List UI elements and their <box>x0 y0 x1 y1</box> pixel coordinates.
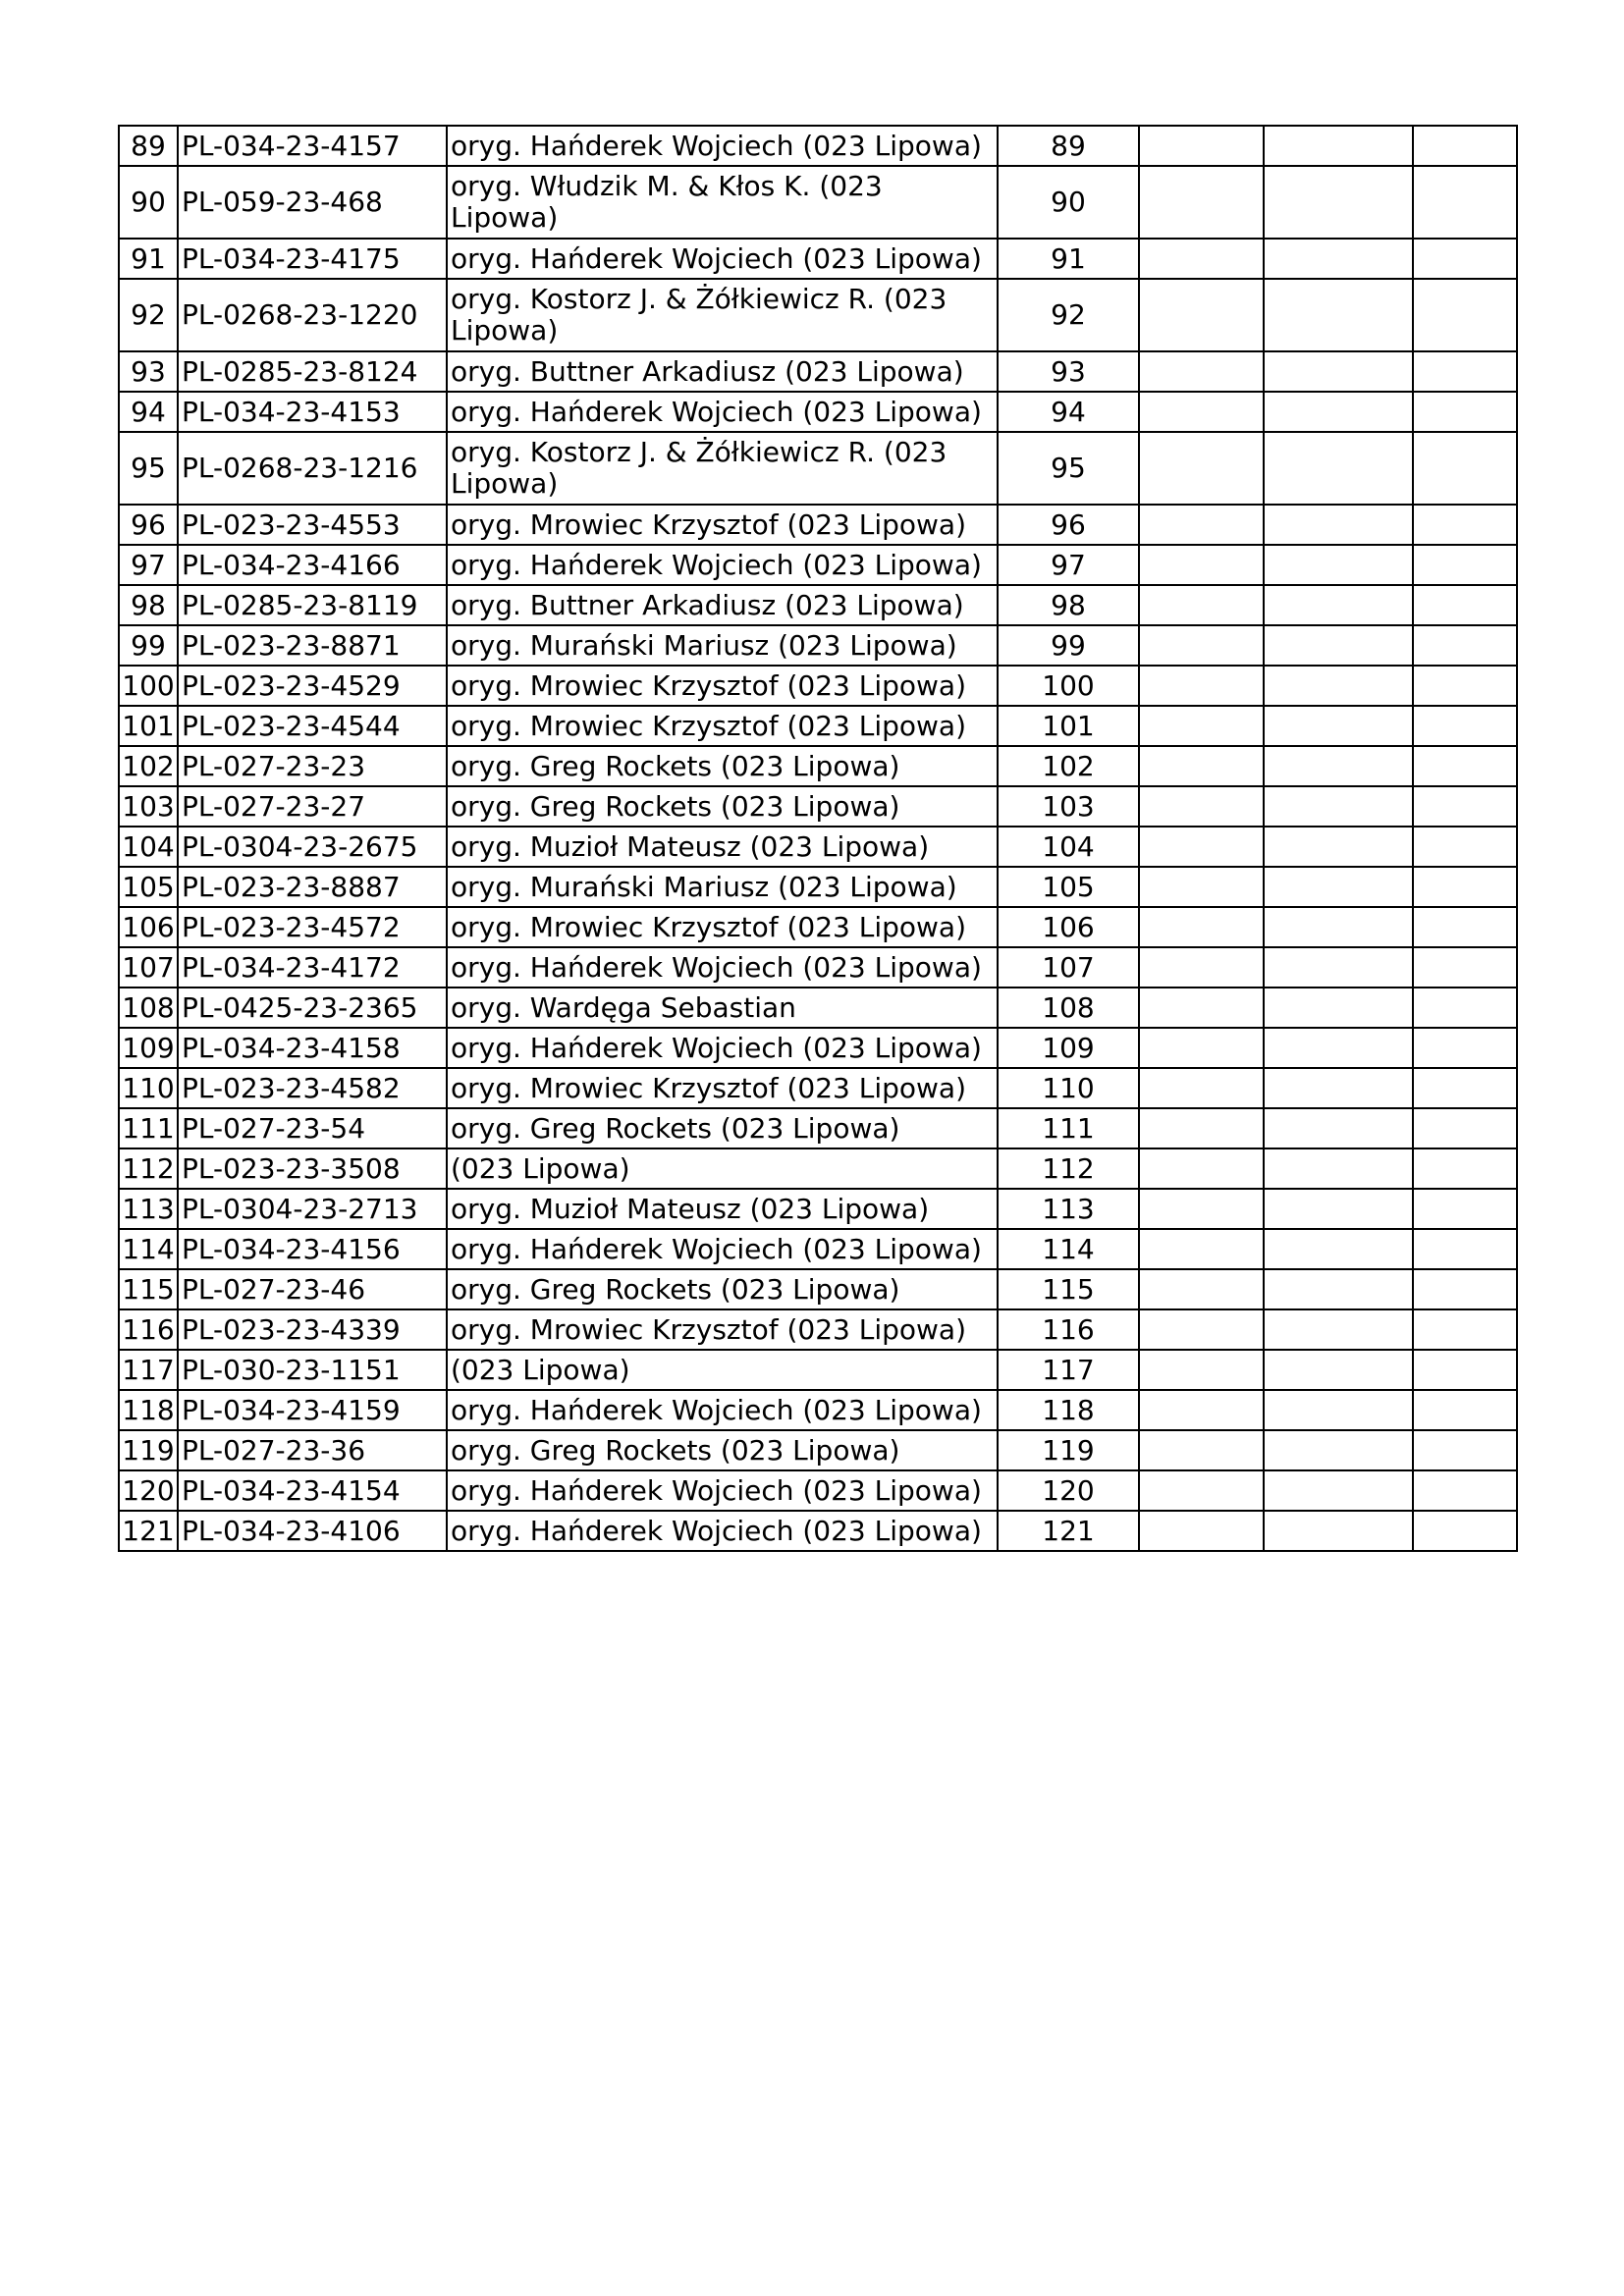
empty-cell-c <box>1413 867 1517 907</box>
position-cell: 118 <box>998 1390 1139 1430</box>
empty-cell-b <box>1264 1028 1413 1068</box>
empty-cell-c <box>1413 1390 1517 1430</box>
row-number-cell: 94 <box>119 392 178 432</box>
empty-cell-b <box>1264 827 1413 867</box>
position-cell: 89 <box>998 126 1139 166</box>
empty-cell-c <box>1413 907 1517 947</box>
ring-id-cell: PL-0304-23-2675 <box>178 827 447 867</box>
empty-cell-a <box>1139 786 1264 827</box>
ring-id-cell: PL-023-23-8871 <box>178 625 447 666</box>
table-row <box>119 432 1517 505</box>
empty-cell-b <box>1264 239 1413 279</box>
empty-cell-b <box>1264 126 1413 166</box>
empty-cell-c <box>1413 392 1517 432</box>
position-cell: 114 <box>998 1229 1139 1269</box>
description-cell: oryg. Greg Rockets (023 Lipowa) <box>447 1430 998 1470</box>
position-cell: 101 <box>998 706 1139 746</box>
empty-cell-a <box>1139 988 1264 1028</box>
empty-cell-b <box>1264 746 1413 786</box>
description-cell: oryg. Buttner Arkadiusz (023 Lipowa) <box>447 585 998 625</box>
row-number-cell: 99 <box>119 625 178 666</box>
empty-cell-c <box>1413 351 1517 392</box>
empty-cell-a <box>1139 166 1264 239</box>
table-row <box>119 1390 1517 1430</box>
empty-cell-a <box>1139 746 1264 786</box>
table-row <box>119 392 1517 432</box>
empty-cell-b <box>1264 706 1413 746</box>
empty-cell-a <box>1139 1189 1264 1229</box>
table-row <box>119 1269 1517 1309</box>
empty-cell-b <box>1264 625 1413 666</box>
ring-id-cell: PL-023-23-4544 <box>178 706 447 746</box>
empty-cell-c <box>1413 1269 1517 1309</box>
table-row <box>119 1108 1517 1148</box>
table-row <box>119 1229 1517 1269</box>
row-number-cell: 105 <box>119 867 178 907</box>
ring-id-cell: PL-027-23-46 <box>178 1269 447 1309</box>
empty-cell-a <box>1139 585 1264 625</box>
empty-cell-a <box>1139 1511 1264 1551</box>
description-cell: oryg. Hańderek Wojciech (023 Lipowa) <box>447 947 998 988</box>
table-row <box>119 786 1517 827</box>
ring-id-cell: PL-023-23-4339 <box>178 1309 447 1350</box>
empty-cell-b <box>1264 545 1413 585</box>
description-cell: oryg. Mrowiec Krzysztof (023 Lipowa) <box>447 907 998 947</box>
row-number-cell: 104 <box>119 827 178 867</box>
row-number-cell: 114 <box>119 1229 178 1269</box>
ring-id-cell: PL-0268-23-1216 <box>178 432 447 505</box>
empty-cell-c <box>1413 1309 1517 1350</box>
row-number-cell: 118 <box>119 1390 178 1430</box>
empty-cell-a <box>1139 1470 1264 1511</box>
empty-cell-c <box>1413 827 1517 867</box>
description-cell: oryg. Hańderek Wojciech (023 Lipowa) <box>447 392 998 432</box>
empty-cell-b <box>1264 505 1413 545</box>
table-row <box>119 351 1517 392</box>
ring-id-cell: PL-0285-23-8124 <box>178 351 447 392</box>
position-cell: 115 <box>998 1269 1139 1309</box>
position-cell: 102 <box>998 746 1139 786</box>
description-cell: oryg. Greg Rockets (023 Lipowa) <box>447 746 998 786</box>
empty-cell-a <box>1139 1108 1264 1148</box>
ring-id-cell: PL-030-23-1151 <box>178 1350 447 1390</box>
empty-cell-c <box>1413 1511 1517 1551</box>
description-cell: oryg. Wardęga Sebastian <box>447 988 998 1028</box>
row-number-cell: 101 <box>119 706 178 746</box>
position-cell: 119 <box>998 1430 1139 1470</box>
ring-id-cell: PL-034-23-4106 <box>178 1511 447 1551</box>
row-number-cell: 117 <box>119 1350 178 1390</box>
position-cell: 94 <box>998 392 1139 432</box>
row-number-cell: 107 <box>119 947 178 988</box>
description-cell: oryg. Hańderek Wojciech (023 Lipowa) <box>447 239 998 279</box>
ring-id-cell: PL-0425-23-2365 <box>178 988 447 1028</box>
table-row <box>119 545 1517 585</box>
ring-id-cell: PL-034-23-4153 <box>178 392 447 432</box>
position-cell: 105 <box>998 867 1139 907</box>
position-cell: 110 <box>998 1068 1139 1108</box>
ring-id-cell: PL-027-23-27 <box>178 786 447 827</box>
empty-cell-c <box>1413 666 1517 706</box>
empty-cell-c <box>1413 1430 1517 1470</box>
empty-cell-b <box>1264 666 1413 706</box>
empty-cell-c <box>1413 988 1517 1028</box>
row-number-cell: 98 <box>119 585 178 625</box>
ring-id-cell: PL-027-23-36 <box>178 1430 447 1470</box>
ring-id-cell: PL-027-23-23 <box>178 746 447 786</box>
description-cell: (023 Lipowa) <box>447 1350 998 1390</box>
position-cell: 117 <box>998 1350 1139 1390</box>
description-cell: oryg. Greg Rockets (023 Lipowa) <box>447 786 998 827</box>
table-row <box>119 947 1517 988</box>
position-cell: 104 <box>998 827 1139 867</box>
position-cell: 121 <box>998 1511 1139 1551</box>
empty-cell-a <box>1139 1309 1264 1350</box>
position-cell: 108 <box>998 988 1139 1028</box>
position-cell: 91 <box>998 239 1139 279</box>
position-cell: 113 <box>998 1189 1139 1229</box>
empty-cell-b <box>1264 585 1413 625</box>
row-number-cell: 112 <box>119 1148 178 1189</box>
empty-cell-a <box>1139 1068 1264 1108</box>
empty-cell-c <box>1413 585 1517 625</box>
empty-cell-c <box>1413 1229 1517 1269</box>
row-number-cell: 110 <box>119 1068 178 1108</box>
empty-cell-b <box>1264 1390 1413 1430</box>
table-row <box>119 1148 1517 1189</box>
description-cell: oryg. Kostorz J. & Żółkiewicz R. (023 Lipowa) <box>447 279 998 351</box>
row-number-cell: 100 <box>119 666 178 706</box>
empty-cell-b <box>1264 1269 1413 1309</box>
empty-cell-a <box>1139 1148 1264 1189</box>
empty-cell-b <box>1264 351 1413 392</box>
table-row <box>119 1068 1517 1108</box>
empty-cell-c <box>1413 166 1517 239</box>
empty-cell-c <box>1413 1470 1517 1511</box>
description-cell: oryg. Hańderek Wojciech (023 Lipowa) <box>447 126 998 166</box>
ring-id-cell: PL-034-23-4156 <box>178 1229 447 1269</box>
ring-id-cell: PL-034-23-4158 <box>178 1028 447 1068</box>
position-cell: 111 <box>998 1108 1139 1148</box>
empty-cell-a <box>1139 1269 1264 1309</box>
row-number-cell: 89 <box>119 126 178 166</box>
empty-cell-b <box>1264 1470 1413 1511</box>
row-number-cell: 90 <box>119 166 178 239</box>
row-number-cell: 121 <box>119 1511 178 1551</box>
empty-cell-a <box>1139 706 1264 746</box>
empty-cell-a <box>1139 126 1264 166</box>
ring-id-cell: PL-023-23-4572 <box>178 907 447 947</box>
empty-cell-a <box>1139 947 1264 988</box>
empty-cell-b <box>1264 432 1413 505</box>
table-row <box>119 1430 1517 1470</box>
position-cell: 97 <box>998 545 1139 585</box>
row-number-cell: 96 <box>119 505 178 545</box>
row-number-cell: 108 <box>119 988 178 1028</box>
ring-id-cell: PL-0268-23-1220 <box>178 279 447 351</box>
ring-id-cell: PL-023-23-3508 <box>178 1148 447 1189</box>
description-cell: oryg. Mrowiec Krzysztof (023 Lipowa) <box>447 505 998 545</box>
ring-id-cell: PL-023-23-8887 <box>178 867 447 907</box>
description-cell: oryg. Muzioł Mateusz (023 Lipowa) <box>447 827 998 867</box>
position-cell: 96 <box>998 505 1139 545</box>
position-cell: 107 <box>998 947 1139 988</box>
empty-cell-a <box>1139 1430 1264 1470</box>
empty-cell-b <box>1264 907 1413 947</box>
description-cell: oryg. Greg Rockets (023 Lipowa) <box>447 1269 998 1309</box>
table-row <box>119 1470 1517 1511</box>
ring-id-cell: PL-027-23-54 <box>178 1108 447 1148</box>
empty-cell-b <box>1264 867 1413 907</box>
empty-cell-c <box>1413 279 1517 351</box>
description-cell: oryg. Murański Mariusz (023 Lipowa) <box>447 625 998 666</box>
ring-id-cell: PL-034-23-4157 <box>178 126 447 166</box>
empty-cell-a <box>1139 239 1264 279</box>
empty-cell-b <box>1264 988 1413 1028</box>
empty-cell-b <box>1264 392 1413 432</box>
empty-cell-b <box>1264 1309 1413 1350</box>
row-number-cell: 106 <box>119 907 178 947</box>
table-row <box>119 279 1517 351</box>
table-row <box>119 1028 1517 1068</box>
empty-cell-a <box>1139 1390 1264 1430</box>
empty-cell-c <box>1413 786 1517 827</box>
description-cell: oryg. Buttner Arkadiusz (023 Lipowa) <box>447 351 998 392</box>
description-cell: oryg. Mrowiec Krzysztof (023 Lipowa) <box>447 1309 998 1350</box>
empty-cell-b <box>1264 279 1413 351</box>
position-cell: 95 <box>998 432 1139 505</box>
empty-cell-a <box>1139 392 1264 432</box>
ring-id-cell: PL-034-23-4172 <box>178 947 447 988</box>
row-number-cell: 119 <box>119 1430 178 1470</box>
position-cell: 103 <box>998 786 1139 827</box>
empty-cell-b <box>1264 1189 1413 1229</box>
description-cell: oryg. Muzioł Mateusz (023 Lipowa) <box>447 1189 998 1229</box>
table-row <box>119 126 1517 166</box>
table-row <box>119 988 1517 1028</box>
position-cell: 100 <box>998 666 1139 706</box>
results-body <box>119 126 1517 1551</box>
position-cell: 92 <box>998 279 1139 351</box>
table-row <box>119 706 1517 746</box>
table-row <box>119 666 1517 706</box>
empty-cell-c <box>1413 1068 1517 1108</box>
description-cell: oryg. Hańderek Wojciech (023 Lipowa) <box>447 1390 998 1430</box>
position-cell: 106 <box>998 907 1139 947</box>
position-cell: 90 <box>998 166 1139 239</box>
empty-cell-c <box>1413 545 1517 585</box>
row-number-cell: 116 <box>119 1309 178 1350</box>
table-row <box>119 746 1517 786</box>
empty-cell-b <box>1264 947 1413 988</box>
description-cell: oryg. Hańderek Wojciech (023 Lipowa) <box>447 1470 998 1511</box>
empty-cell-a <box>1139 545 1264 585</box>
ring-id-cell: PL-023-23-4582 <box>178 1068 447 1108</box>
table-row <box>119 166 1517 239</box>
empty-cell-a <box>1139 827 1264 867</box>
row-number-cell: 109 <box>119 1028 178 1068</box>
results-table <box>118 125 1518 1552</box>
description-cell: oryg. Włudzik M. & Kłos K. (023 Lipowa) <box>447 166 998 239</box>
ring-id-cell: PL-0304-23-2713 <box>178 1189 447 1229</box>
ring-id-cell: PL-034-23-4154 <box>178 1470 447 1511</box>
description-cell: oryg. Hańderek Wojciech (023 Lipowa) <box>447 545 998 585</box>
description-cell: oryg. Hańderek Wojciech (023 Lipowa) <box>447 1028 998 1068</box>
description-cell: (023 Lipowa) <box>447 1148 998 1189</box>
table-row <box>119 1189 1517 1229</box>
empty-cell-c <box>1413 746 1517 786</box>
empty-cell-b <box>1264 1511 1413 1551</box>
empty-cell-a <box>1139 1028 1264 1068</box>
ring-id-cell: PL-059-23-468 <box>178 166 447 239</box>
ring-id-cell: PL-023-23-4553 <box>178 505 447 545</box>
empty-cell-b <box>1264 1148 1413 1189</box>
empty-cell-a <box>1139 1350 1264 1390</box>
table-row <box>119 1350 1517 1390</box>
row-number-cell: 95 <box>119 432 178 505</box>
position-cell: 116 <box>998 1309 1139 1350</box>
row-number-cell: 97 <box>119 545 178 585</box>
description-cell: oryg. Hańderek Wojciech (023 Lipowa) <box>447 1229 998 1269</box>
empty-cell-c <box>1413 706 1517 746</box>
table-row <box>119 1309 1517 1350</box>
empty-cell-a <box>1139 1229 1264 1269</box>
row-number-cell: 115 <box>119 1269 178 1309</box>
table-row <box>119 1511 1517 1551</box>
row-number-cell: 102 <box>119 746 178 786</box>
empty-cell-c <box>1413 239 1517 279</box>
table-row <box>119 867 1517 907</box>
table-row <box>119 585 1517 625</box>
empty-cell-b <box>1264 1108 1413 1148</box>
empty-cell-c <box>1413 625 1517 666</box>
empty-cell-c <box>1413 947 1517 988</box>
ring-id-cell: PL-023-23-4529 <box>178 666 447 706</box>
description-cell: oryg. Greg Rockets (023 Lipowa) <box>447 1108 998 1148</box>
description-cell: oryg. Mrowiec Krzysztof (023 Lipowa) <box>447 1068 998 1108</box>
empty-cell-b <box>1264 1068 1413 1108</box>
description-cell: oryg. Kostorz J. & Żółkiewicz R. (023 Lipowa) <box>447 432 998 505</box>
ring-id-cell: PL-0285-23-8119 <box>178 585 447 625</box>
table-row <box>119 239 1517 279</box>
table-row <box>119 505 1517 545</box>
ring-id-cell: PL-034-23-4159 <box>178 1390 447 1430</box>
row-number-cell: 111 <box>119 1108 178 1148</box>
row-number-cell: 91 <box>119 239 178 279</box>
empty-cell-a <box>1139 279 1264 351</box>
ring-id-cell: PL-034-23-4175 <box>178 239 447 279</box>
empty-cell-c <box>1413 1108 1517 1148</box>
row-number-cell: 93 <box>119 351 178 392</box>
empty-cell-a <box>1139 867 1264 907</box>
position-cell: 109 <box>998 1028 1139 1068</box>
empty-cell-c <box>1413 1148 1517 1189</box>
empty-cell-c <box>1413 1028 1517 1068</box>
description-cell: oryg. Murański Mariusz (023 Lipowa) <box>447 867 998 907</box>
empty-cell-c <box>1413 1189 1517 1229</box>
position-cell: 99 <box>998 625 1139 666</box>
position-cell: 98 <box>998 585 1139 625</box>
position-cell: 93 <box>998 351 1139 392</box>
ring-id-cell: PL-034-23-4166 <box>178 545 447 585</box>
empty-cell-c <box>1413 505 1517 545</box>
empty-cell-b <box>1264 1350 1413 1390</box>
table-row <box>119 827 1517 867</box>
empty-cell-b <box>1264 166 1413 239</box>
empty-cell-a <box>1139 907 1264 947</box>
empty-cell-a <box>1139 432 1264 505</box>
empty-cell-a <box>1139 666 1264 706</box>
description-cell: oryg. Mrowiec Krzysztof (023 Lipowa) <box>447 666 998 706</box>
empty-cell-b <box>1264 786 1413 827</box>
description-cell: oryg. Hańderek Wojciech (023 Lipowa) <box>447 1511 998 1551</box>
empty-cell-b <box>1264 1430 1413 1470</box>
empty-cell-c <box>1413 432 1517 505</box>
position-cell: 112 <box>998 1148 1139 1189</box>
table-row <box>119 907 1517 947</box>
row-number-cell: 120 <box>119 1470 178 1511</box>
row-number-cell: 113 <box>119 1189 178 1229</box>
empty-cell-c <box>1413 1350 1517 1390</box>
position-cell: 120 <box>998 1470 1139 1511</box>
description-cell: oryg. Mrowiec Krzysztof (023 Lipowa) <box>447 706 998 746</box>
row-number-cell: 103 <box>119 786 178 827</box>
empty-cell-a <box>1139 351 1264 392</box>
empty-cell-a <box>1139 625 1264 666</box>
row-number-cell: 92 <box>119 279 178 351</box>
empty-cell-a <box>1139 505 1264 545</box>
table-row <box>119 625 1517 666</box>
empty-cell-c <box>1413 126 1517 166</box>
empty-cell-b <box>1264 1229 1413 1269</box>
